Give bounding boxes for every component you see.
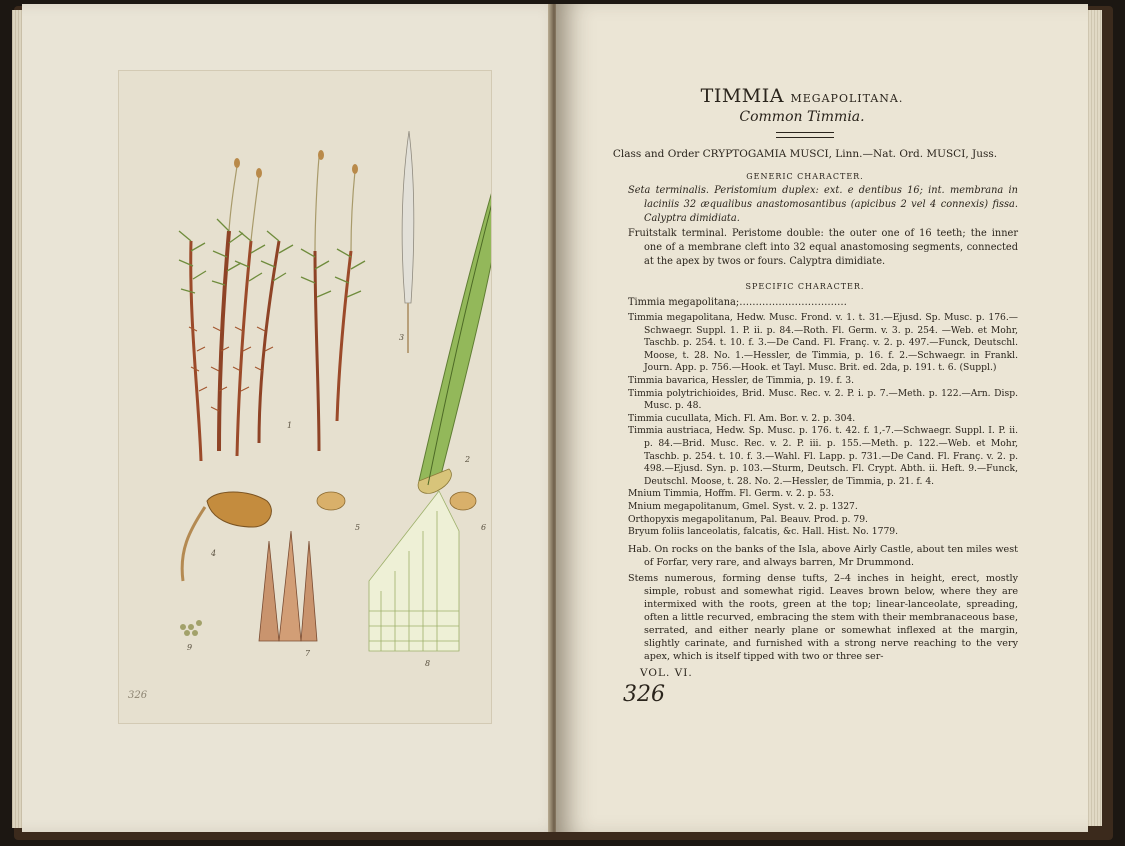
synonym-entry: Timmia cucullata, Mich. Fl. Am. Bor. v. 2. p. 304. bbox=[628, 412, 856, 424]
figure-label: 5 bbox=[355, 523, 361, 532]
figure-3-leaf bbox=[402, 131, 414, 353]
plate-number: 326 bbox=[128, 690, 148, 701]
figure-8-cells bbox=[369, 491, 459, 651]
generic-character-latin: Seta terminalis. Peristomium duplex: ext. e dentibus 16; int. membrana in laciniis 32 æqualibus anastomosantibus (apicibus 2 vel 4 connexis) fissa. Calyptra dimidiata. bbox=[628, 185, 1018, 225]
figure-9-spores bbox=[180, 620, 202, 636]
figure-label: 2 bbox=[465, 455, 471, 464]
synonym-entry: Timmia bavarica, Hessler, de Timmia, p. 19. f. 3. bbox=[628, 374, 855, 386]
habitat-paragraph: Hab. On rocks on the banks of the Isla, above Airly Castle, about ten miles west of Forfar, very rare, and always barren, Mr Drummond. bbox=[628, 544, 1018, 568]
synonym-entry: Mnium megapolitanum, Gmel. Syst. v. 2. p. 1327. bbox=[628, 500, 858, 512]
figure-label: 8 bbox=[425, 659, 431, 668]
generic-character-heading: GENERIC CHARACTER. bbox=[746, 172, 864, 181]
title-species: MEGAPOLITANA. bbox=[790, 92, 904, 105]
synonym-entry: Timmia polytrichioides, Brid. Musc. Rec. v. 2. P. i. p. 7.—Meth. p. 122.—Arn. Disp. Musc. p. 48. bbox=[628, 387, 1018, 412]
synonym-entry: Timmia megapolitana, Hedw. Musc. Frond. v. 1. t. 31.—Ejusd. Sp. Musc. p. 176.—Schwaegr. Suppl. 1. P. ii. p. 84.—Roth. Fl. Germ. v. 3. p. 254. —Web. et Mohr, Taschb. p. 254. t. 10. f. 3.—De Cand. Fl. Franç. v. 2. p. 497.—Funck, Deutschl. Moose, t. 28. No. 1.—Hessler, de Timmia, p. 16. f. 2.—Schwaegr. in Frankl. Journ. App. p. 756.—Hook. et Tayl. Musc. Brit. ed. 2da, p. 191. t. 6. (Suppl.) bbox=[628, 312, 1018, 374]
figure-5-capsule bbox=[317, 492, 345, 510]
figure-7-peristome bbox=[259, 531, 317, 641]
common-name: Common Timmia. bbox=[739, 109, 865, 125]
figure-label: 1 bbox=[287, 421, 293, 430]
synonym-list bbox=[628, 312, 1018, 539]
specific-character-heading: SPECIFIC CHARACTER. bbox=[745, 282, 865, 291]
right-page-edge bbox=[1088, 10, 1102, 826]
description-paragraph: Stems numerous, forming dense tufts, 2–4 inches in height, erect, mostly simple, robust and somewhat rigid. Leaves brown below, where they are intermixed with the roots, green at the top; linear-lanceolate, spreading, often a little recurved, embracing the stem with their membranaceous base, serrated, and either nearly plane or somewhat inflexed at the margin, slightly carinate, and furnished with a strong nerve reaching to the very apex, which is itself tipped with two or three ser- bbox=[628, 573, 1018, 662]
synonym-entry: Bryum foliis lanceolatis, falcatis, &c. Hall. Hist. No. 1779. bbox=[628, 526, 899, 538]
synonym-entry: Mnium Timmia, Hoffm. Fl. Germ. v. 2. p. 53. bbox=[628, 488, 835, 500]
classification-line: Class and Order CRYPTOGAMIA MUSCI, Linn.—Nat. Ord. MUSCI, Juss. bbox=[612, 148, 998, 160]
figure-label: 9 bbox=[187, 643, 193, 652]
page-number: 326 bbox=[623, 682, 665, 707]
figure-4-capsule bbox=[182, 492, 271, 581]
left-page-plate bbox=[22, 4, 570, 832]
synonym-entry: Orthopyxis megapolitanum, Pal. Beauv. Prod. p. 79. bbox=[628, 513, 868, 525]
species-line: Timmia megapolitana;…………………………… bbox=[628, 297, 847, 308]
figure-6-capsule bbox=[450, 492, 476, 510]
synonym-entry: Timmia austriaca, Hedw. Sp. Musc. p. 176. t. 42. f. 1,-7.—Schwaegr. Suppl. I. P. ii. p. 84.—Brid. Musc. Rec. v. 2. P. iii. p. 155.—Meth. p. 122.—Web. et Mohr, Taschb. p. 254. t. 10. f. 3.—Wahl. Fl. Lapp. p. 731.—De Cand. Fl. Franç. v. 2. p. 498.—Ejusd. Syn. p. 103.—Sturm, Deutsch. Fl. Crypt. Abth. ii. Heft. 9.—Funck, Deutschl. Moose, t. 28. No. 2.—Hessler, de Timmia, p. 21. f. 4. bbox=[628, 425, 1018, 487]
moss-illustration bbox=[119, 71, 491, 723]
figure-label: 4 bbox=[211, 549, 217, 558]
figure-1-moss-tufts bbox=[179, 150, 365, 461]
generic-character-english: Fruitstalk terminal. Peristome double: the outer one of 16 teeth; the inner one of a membrane cleft into 32 equal anastomosing segments, connected at the apex by twos or fours. Calyptra dimidiate. bbox=[628, 228, 1018, 268]
figure-2-leaf bbox=[418, 141, 491, 493]
botanical-plate bbox=[118, 70, 492, 724]
title-genus: TIMMIA bbox=[700, 85, 784, 107]
figure-label: 7 bbox=[305, 649, 311, 658]
title-rule bbox=[776, 132, 834, 138]
page-title bbox=[582, 85, 1022, 107]
volume-footer: VOL. VI. bbox=[640, 667, 693, 679]
figure-label: 3 bbox=[399, 333, 405, 342]
figure-label: 6 bbox=[481, 523, 487, 532]
